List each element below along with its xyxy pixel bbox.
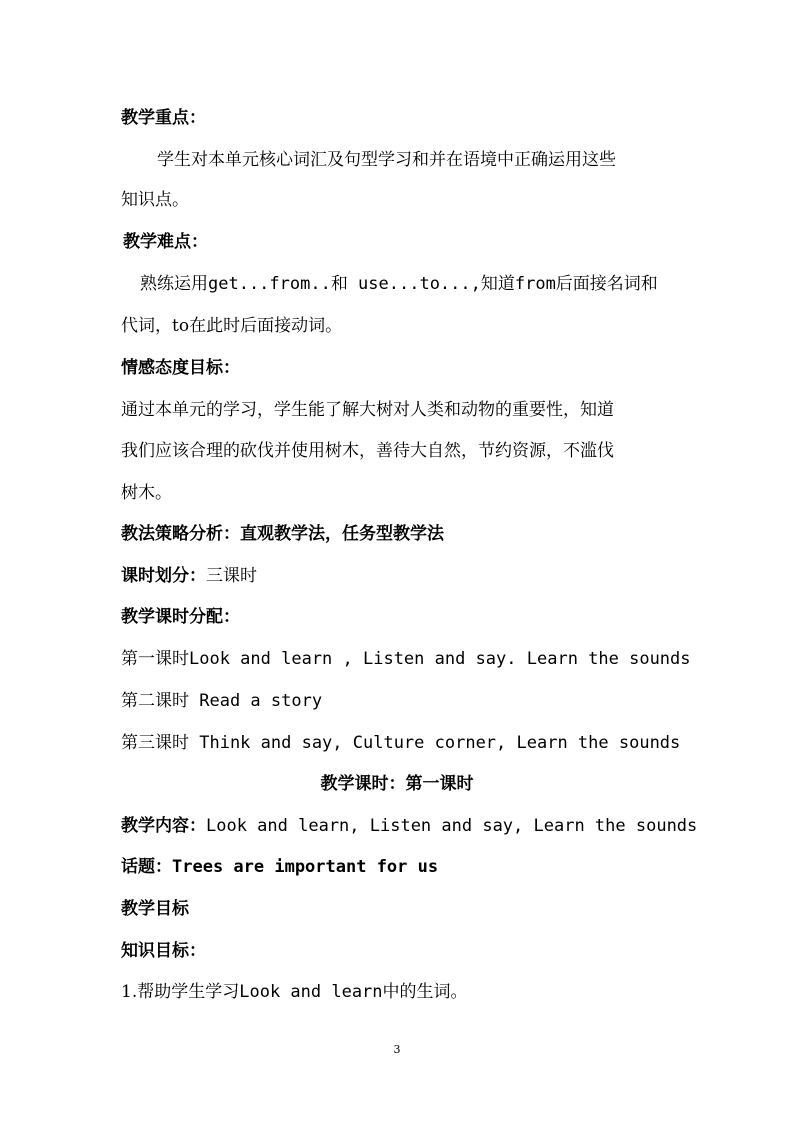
allocation-item-2: [121, 689, 322, 713]
knowledge-item-prefix: 1.帮助学生学习: [121, 982, 240, 1002]
topic-row: [121, 855, 438, 879]
knowledge-heading: 知识目标：: [121, 941, 206, 961]
emotion-goal-line-3: 树木。: [121, 483, 172, 503]
content-row: [121, 814, 697, 838]
objectives-heading: 教学目标: [121, 899, 189, 919]
topic-label: 话题：: [121, 857, 172, 877]
allocation-item-text: Read a story: [189, 691, 323, 711]
knowledge-item-suffix: 中的生词。: [382, 982, 468, 1002]
difficulties-heading: 教学难点：: [123, 232, 208, 252]
knowledge-item-1: [121, 980, 468, 1004]
allocation-item-label: 第三课时: [121, 733, 189, 753]
key-points-line-1: 学生对本单元核心词汇及句型学习和并在语境中正确运用这些: [157, 150, 616, 170]
topic-text: Trees are important for us: [172, 857, 439, 877]
allocation-item-text: Look and learn , Listen and say. Learn the sounds: [189, 649, 691, 669]
periods-label: 课时划分：: [121, 566, 206, 586]
emotion-goal-line-1: 通过本单元的学习，学生能了解大树对人类和动物的重要性，知道: [121, 400, 614, 420]
teaching-method: 教法策略分析：直观教学法，任务型教学法: [121, 524, 444, 544]
periods-row: [121, 564, 257, 588]
difficulties-line-2: 代词，to在此时后面接动词。: [121, 316, 343, 336]
difficulties-line-1: 熟练运用get...from..和 use...to...,知道from后面接名词和: [140, 274, 658, 294]
allocation-item-label: 第一课时: [121, 649, 189, 669]
emotion-goal-heading: 情感态度目标：: [121, 358, 240, 378]
key-points-line-2: 知识点。: [121, 190, 189, 210]
allocation-item-3: [121, 731, 680, 755]
emotion-goal-line-2: 我们应该合理的砍伐并使用树木，善待大自然，节约资源，不滥伐: [121, 441, 614, 461]
allocation-item-label: 第二课时: [121, 691, 189, 711]
key-points-heading: 教学重点：: [121, 108, 206, 128]
knowledge-item-english: Look and learn: [239, 982, 383, 1002]
allocation-item-1: [121, 647, 691, 671]
allocation-heading: 教学课时分配：: [121, 607, 240, 627]
lesson-title: 教学课时：第一课时: [320, 774, 474, 794]
content-label: 教学内容：: [121, 816, 206, 836]
page-number: 3: [393, 1043, 401, 1056]
allocation-item-text: Think and say, Culture corner, Learn the sounds: [189, 733, 681, 753]
content-text: Look and learn, Listen and say, Learn the sounds: [206, 816, 698, 836]
periods-value: 三课时: [206, 566, 257, 586]
